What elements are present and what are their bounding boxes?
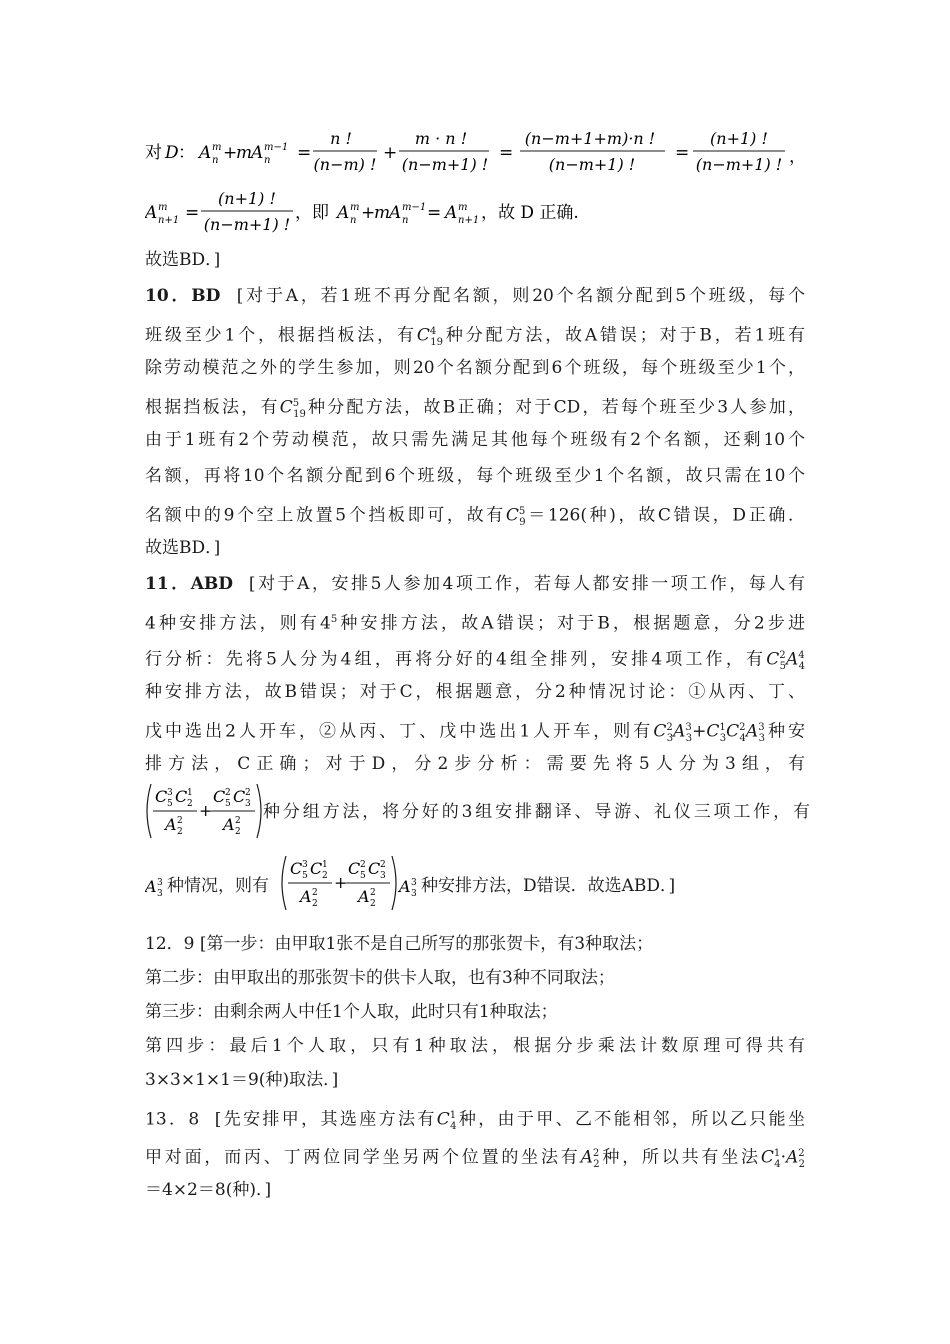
svg-text:2: 2 bbox=[235, 827, 241, 837]
svg-text:n: n bbox=[402, 215, 409, 226]
svg-text:2: 2 bbox=[380, 860, 386, 870]
svg-text:2: 2 bbox=[177, 816, 183, 826]
svg-text:5: 5 bbox=[360, 871, 366, 881]
svg-text:C: C bbox=[348, 859, 361, 878]
svg-text:=: = bbox=[297, 143, 312, 163]
answer-11-line-2: 4种安排方法，则有$4^5$种安排方法，故A错误；对于B，根据题意，分2步进 bbox=[145, 613, 805, 634]
svg-text:(n−m+1) !: (n−m+1) ! bbox=[203, 215, 291, 234]
label-colon: ： bbox=[178, 143, 195, 163]
svg-text:m: m bbox=[374, 203, 391, 223]
svg-text:(n−m+1) !: (n−m+1) ! bbox=[695, 155, 783, 174]
svg-text:A: A bbox=[223, 815, 235, 834]
text-line-8: 由于1班有2个劳动模范，故只需先满足其他每个班级有2个名额，还剩10个 bbox=[145, 430, 805, 450]
answer-11-line-8-tail: 种安排方法，D错误．故选ABD．] bbox=[421, 876, 676, 896]
svg-text:5: 5 bbox=[225, 799, 231, 809]
answer-10-line-7: 名额中的9个空上放置5个挡板即可，故有$C^5_9=126$(种)，故C错误，D正确． bbox=[145, 505, 805, 529]
svg-text:A: A bbox=[165, 815, 177, 834]
answer-11-line-1: 11．ABD [对于A，安排5人参加4项工作，若每人都安排一项工作，每人有 bbox=[145, 574, 805, 594]
svg-text:m−1: m−1 bbox=[402, 202, 427, 213]
svg-text:A: A bbox=[251, 143, 264, 163]
svg-text:3: 3 bbox=[157, 878, 163, 888]
svg-text:A: A bbox=[145, 877, 157, 896]
svg-text:C: C bbox=[233, 787, 246, 806]
svg-text:3: 3 bbox=[302, 860, 308, 870]
svg-text:2: 2 bbox=[370, 888, 376, 898]
svg-text:n !: n ! bbox=[330, 129, 352, 148]
svg-text:A: A bbox=[389, 203, 402, 223]
svg-text:，即: ，即 bbox=[295, 203, 329, 223]
svg-text:，: ， bbox=[789, 147, 806, 167]
svg-text:(n−m+1) !: (n−m+1) ! bbox=[548, 155, 636, 174]
svg-text:C: C bbox=[213, 787, 226, 806]
svg-text:2: 2 bbox=[187, 799, 193, 809]
svg-text:2: 2 bbox=[312, 899, 318, 909]
svg-text:C: C bbox=[175, 787, 188, 806]
svg-text:+: + bbox=[334, 873, 348, 892]
svg-text:，故 D 正确.: ，故 D 正确. bbox=[481, 203, 579, 223]
svg-text:n: n bbox=[212, 155, 219, 166]
svg-text:m · n !: m · n ! bbox=[414, 129, 468, 148]
text-line-11: 故选BD．] bbox=[145, 538, 221, 558]
svg-text:(n+1) !: (n+1) ! bbox=[218, 189, 276, 208]
svg-text:m: m bbox=[158, 202, 168, 213]
svg-text:C: C bbox=[290, 859, 303, 878]
text-line-22: 第三步：由剩余两人中任1个人取，此时只有1种取法； bbox=[145, 1002, 558, 1022]
svg-text:1: 1 bbox=[322, 860, 328, 870]
text-line-24: 3×3×1×1＝9(种)取法．] bbox=[145, 1070, 339, 1090]
text-line-9: 名额，再将10个名额分配到6个班级，每个班级至少1个名额，故只需在10个 bbox=[145, 466, 805, 486]
text-line-21: 第二步：由甲取出的那张贺卡的供卡人取，也有3种不同取法； bbox=[145, 968, 615, 988]
answer-11-line-8 bbox=[145, 852, 810, 914]
svg-text:A: A bbox=[145, 203, 158, 223]
text-line-15: 种安排方法，故B错误；对于C，根据题意，分2种情况讨论：①从丙、丁、 bbox=[145, 682, 805, 702]
svg-text:2: 2 bbox=[177, 827, 183, 837]
answer-13-line-1: 13．8 [先安排甲，其选座方法有$C^1_4$种，由于甲、乙不能相邻，所以乙只能坐 bbox=[145, 1109, 806, 1133]
label-dui: 对 bbox=[145, 143, 162, 163]
answer-10-line-2: 班级至少1个，根据挡板法，有$C^4_{19}$种分配方法，故A错误；对于B，若1班有 bbox=[145, 325, 805, 349]
svg-text:A: A bbox=[199, 143, 212, 163]
svg-text:2: 2 bbox=[245, 788, 251, 798]
answer-10-line-4: 根据挡板法，有$C^5_{19}$种分配方法，故B正确；对于CD，若每个班至少3人参加， bbox=[145, 397, 805, 421]
formula-row-2 bbox=[145, 188, 825, 236]
svg-text:m: m bbox=[350, 202, 360, 213]
svg-text:(n−m+1) !: (n−m+1) ! bbox=[401, 155, 489, 174]
svg-text:(n−m+1+m)·n !: (n−m+1+m)·n ! bbox=[524, 129, 656, 148]
answer-11-line-3: 行分析：先将5人分为4组，再将分好的4组全排列，安排4项工作，有$C^2_5A^4_4$ bbox=[145, 649, 805, 673]
svg-text:=: = bbox=[499, 143, 514, 163]
formula-row-1-svg bbox=[145, 128, 825, 176]
text-line-20: 12．9 [第一步：由甲取1张不是自己所写的那张贺卡，有3种取法； bbox=[145, 934, 654, 954]
svg-text:+: + bbox=[361, 203, 376, 223]
answer-11-line-8-mid: 种情况，则有 bbox=[167, 876, 269, 896]
svg-text:+: + bbox=[199, 801, 213, 820]
svg-text:+: + bbox=[223, 143, 238, 163]
svg-text:2: 2 bbox=[312, 888, 318, 898]
svg-text:A: A bbox=[445, 203, 458, 223]
answer-10-line-1: 10．BD [对于A，若1班不再分配名额，则20个名额分配到5个班级，每个 bbox=[145, 286, 805, 306]
svg-text:(n−m) !: (n−m) ! bbox=[313, 155, 377, 174]
formula-row-1 bbox=[145, 128, 825, 176]
svg-text:3: 3 bbox=[167, 788, 173, 798]
svg-text:A: A bbox=[358, 887, 370, 906]
svg-text:2: 2 bbox=[235, 816, 241, 826]
svg-text:3: 3 bbox=[157, 889, 163, 899]
svg-text:n: n bbox=[264, 155, 271, 166]
svg-text:3: 3 bbox=[411, 889, 417, 899]
svg-text:3: 3 bbox=[411, 878, 417, 888]
svg-text:3: 3 bbox=[245, 799, 251, 809]
svg-text:=: = bbox=[427, 203, 442, 223]
svg-text:+: + bbox=[383, 143, 398, 163]
svg-text:A: A bbox=[300, 887, 312, 906]
text-line-6: 除劳动模范之外的学生参加，则20个名额分配到6个班级，每个班级至少1个， bbox=[145, 358, 805, 378]
svg-text:3: 3 bbox=[380, 871, 386, 881]
text-line-3: 故选BD．] bbox=[145, 250, 221, 270]
answer-11-line-5: 戊中选出2人开车，②从丙、丁、戊中选出1人开车，则有$C^2_3A^3_3+C^1_3C^2_4A^3_3$种安 bbox=[145, 721, 805, 745]
label-D: D bbox=[165, 143, 179, 163]
svg-text:m: m bbox=[212, 142, 222, 153]
formula-row-2-svg bbox=[145, 188, 825, 236]
svg-text:=: = bbox=[675, 143, 690, 163]
svg-text:C: C bbox=[368, 859, 381, 878]
svg-text:A: A bbox=[399, 877, 411, 896]
answer-13-line-2: 甲对面，而丙、丁两位同学坐另两个位置的坐法有$A^2_2$种，所以共有坐法$C^1_4\cdot A^2_2$ bbox=[145, 1147, 806, 1171]
text-line-23: 第四步：最后1个人取，只有1种取法，根据分步乘法计数原理可得共有 bbox=[145, 1036, 805, 1056]
svg-text:(n+1) !: (n+1) ! bbox=[710, 129, 768, 148]
text-line-17: 排方法，C正确；对于D，分2步分析：需要先将5人分为3组，有 bbox=[145, 754, 805, 774]
svg-text:1: 1 bbox=[187, 788, 193, 798]
svg-text:m: m bbox=[236, 143, 253, 163]
svg-text:5: 5 bbox=[167, 799, 173, 809]
answer-11-line-7-text: 种分组方法，将分好的3组安排翻译、导游、礼仪三项工作，有 bbox=[263, 802, 810, 822]
svg-text:A: A bbox=[337, 203, 350, 223]
svg-text:C: C bbox=[310, 859, 323, 878]
svg-text:2: 2 bbox=[370, 899, 376, 909]
svg-text:=: = bbox=[185, 203, 200, 223]
svg-text:5: 5 bbox=[302, 871, 308, 881]
text-line-27: ＝4×2＝8(种)．] bbox=[145, 1180, 272, 1200]
svg-text:2: 2 bbox=[360, 860, 366, 870]
svg-text:m: m bbox=[458, 202, 468, 213]
svg-text:n: n bbox=[350, 215, 357, 226]
answer-11-line-7 bbox=[145, 780, 810, 842]
svg-text:m−1: m−1 bbox=[264, 142, 289, 153]
svg-text:2: 2 bbox=[322, 871, 328, 881]
svg-text:n+1: n+1 bbox=[158, 215, 180, 226]
svg-text:2: 2 bbox=[225, 788, 231, 798]
svg-text:C: C bbox=[155, 787, 168, 806]
svg-text:n+1: n+1 bbox=[458, 215, 480, 226]
